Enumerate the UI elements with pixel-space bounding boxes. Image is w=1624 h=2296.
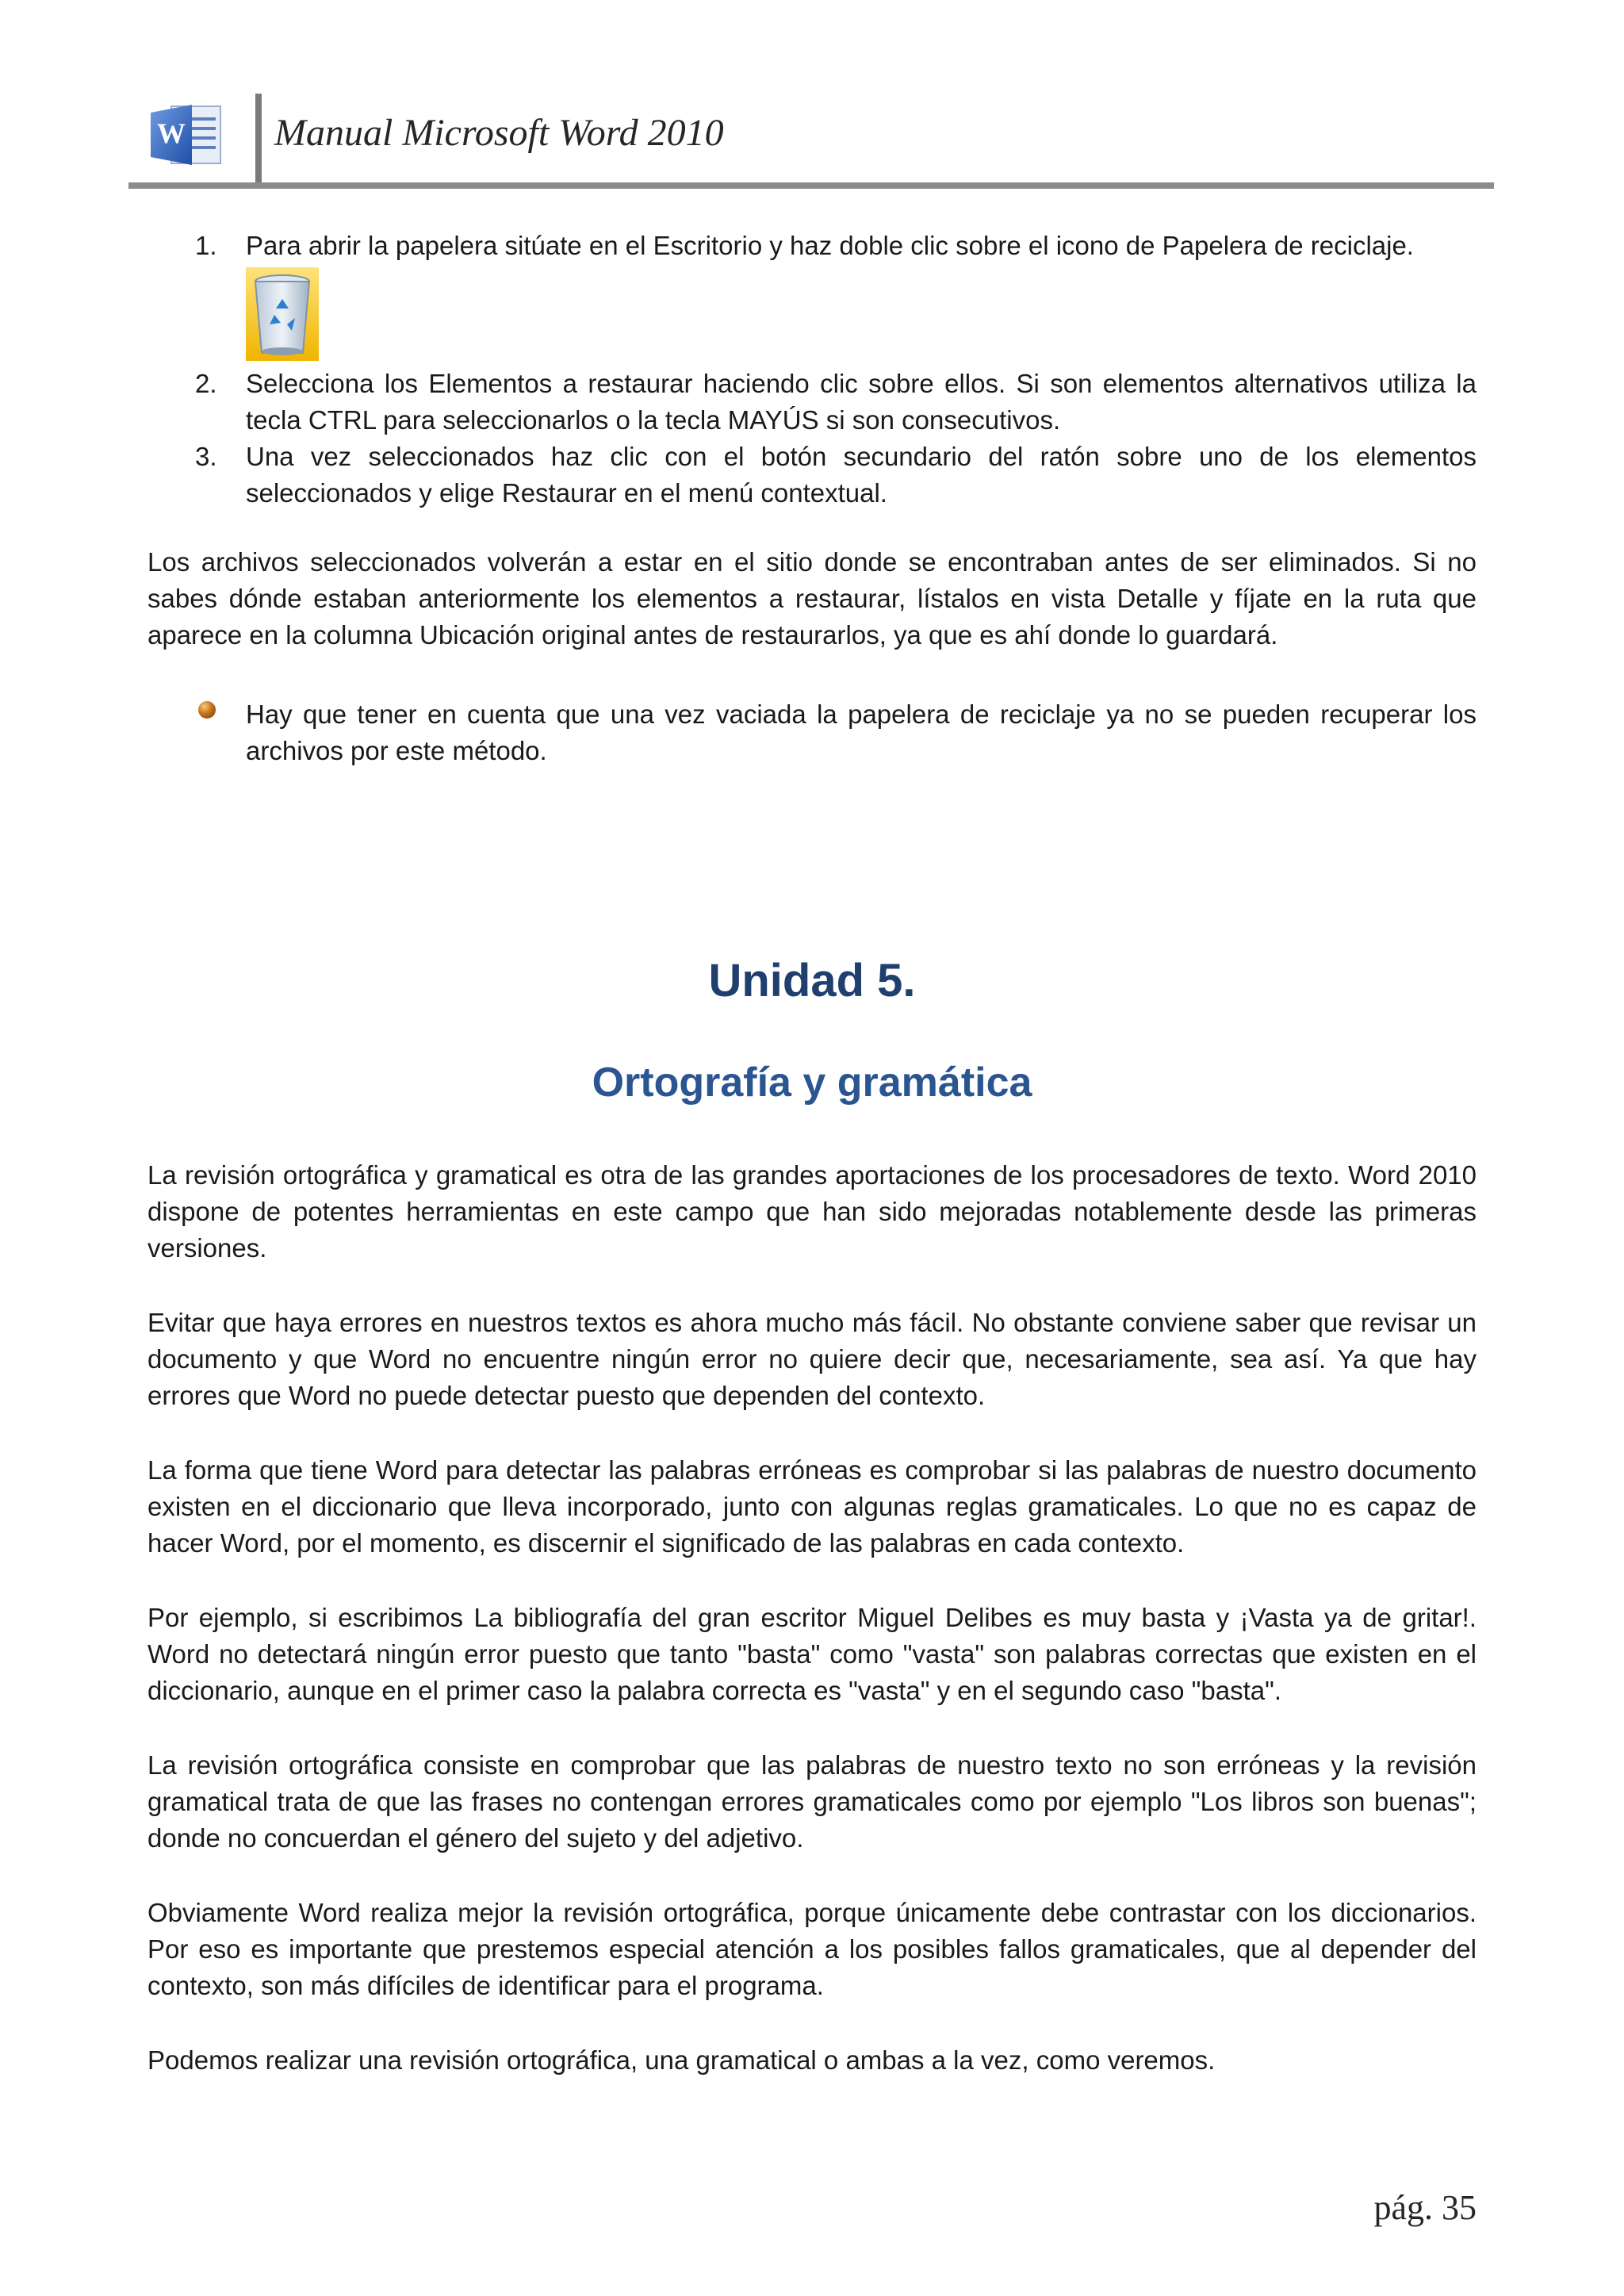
step-text: Una vez seleccionados haz clic con el botón secundario del ratón sobre uno de los elementos seleccionados y elige Restaurar en el menú contextual. [246, 442, 1477, 508]
word-logo-icon [147, 102, 227, 168]
paragraph: Podemos realizar una revisión ortográfica, una gramatical o ambas a la vez, como veremos. [147, 2045, 1216, 2075]
recycle-bin-icon [246, 267, 319, 361]
list-item [147, 439, 1477, 512]
paragraph-restore: Los archivos seleccionados volverán a estar en el sitio donde se encontraban antes de ser eliminados. Si no sabes dónde estaban anteriormente los elementos a restaurar, lístalos en vista Detalle y fíjate en la ruta que aparece en la columna Ubicación original antes de restaurarlos, ya que es ahí donde lo guardará. [147, 547, 1477, 650]
paragraph: La revisión ortográfica y gramatical es otra de las grandes aportaciones de los procesadores de texto. Word 2010 dispone de potentes herramientas en este campo que han sido mejoradas notablemente desde las primeras versiones. [147, 1160, 1477, 1263]
header-rule [128, 182, 1494, 189]
note-bullet [147, 696, 1477, 769]
paragraph: La forma que tiene Word para detectar las palabras erróneas es comprobar si las palabras de nuestro documento existen en el diccionario que lleva incorporado, junto con algunas reglas gramaticales. Lo que no es capaz de hacer Word, por el momento, es discernir el significado de las palabras en cada contexto. [147, 1455, 1477, 1558]
unit-subtitle: Ortografía y gramática [592, 1060, 1032, 1106]
list-item [147, 366, 1477, 439]
note-text: Hay que tener en cuenta que una vez vaciada la papelera de reciclaje ya no se pueden recuperar los archivos por este método. [246, 700, 1477, 765]
unit-title: Unidad 5. [708, 955, 916, 1006]
svg-text:W: W [157, 117, 186, 149]
step-number: 3. [195, 442, 217, 471]
header-separator [255, 94, 262, 185]
paragraph: Por ejemplo, si escribimos La bibliografía del gran escritor Miguel Delibes es muy basta y ¡Vasta ya de gritar!. Word no detectará ningún error puesto que tanto "basta" como "vasta" son palabras correctas que existen en el diccionario, aunque en el primer caso la palabra correcta es "vasta" y en el segundo caso "basta". [147, 1603, 1477, 1705]
step-number: 1. [195, 231, 217, 260]
step-text: Selecciona los Elementos a restaurar haciendo clic sobre ellos. Si son elementos alternativos utiliza la tecla CTRL para seleccionarlos o la tecla MAYÚS si son consecutivos. [246, 369, 1477, 435]
steps-list [147, 228, 1477, 512]
step-text: Para abrir la papelera sitúate en el Escritorio y haz doble clic sobre el icono de Papelera de reciclaje. [246, 231, 1414, 260]
paragraph: La revisión ortográfica consiste en comprobar que las palabras de nuestro texto no son erróneas y la revisión gramatical trata de que las frases no contengan errores gramaticales como por ejemplo "Los libros son buenas"; donde no concuerdan el género del sujeto y del adjetivo. [147, 1750, 1477, 1853]
bullet-icon [198, 701, 216, 719]
list-item [147, 228, 1477, 264]
paragraph: Evitar que haya errores en nuestros textos es ahora mucho más fácil. No obstante conviene saber que revisar un documento y que Word no encuentre ningún error no quiere decir que, necesariamente, sea así. Ya que hay errores que Word no puede detectar puesto que dependen del contexto. [147, 1308, 1477, 1410]
header-title: Manual Microsoft Word 2010 [274, 112, 724, 154]
page-number: pág. 35 [1373, 2188, 1477, 2227]
paragraph: Obviamente Word realiza mejor la revisión ortográfica, porque únicamente debe contrastar con los diccionarios. Por eso es importante que prestemos especial atención a los posibles fallos gramaticales, que al depender del contexto, son más difíciles de identificar para el programa. [147, 1898, 1477, 2000]
step-number: 2. [195, 369, 217, 398]
